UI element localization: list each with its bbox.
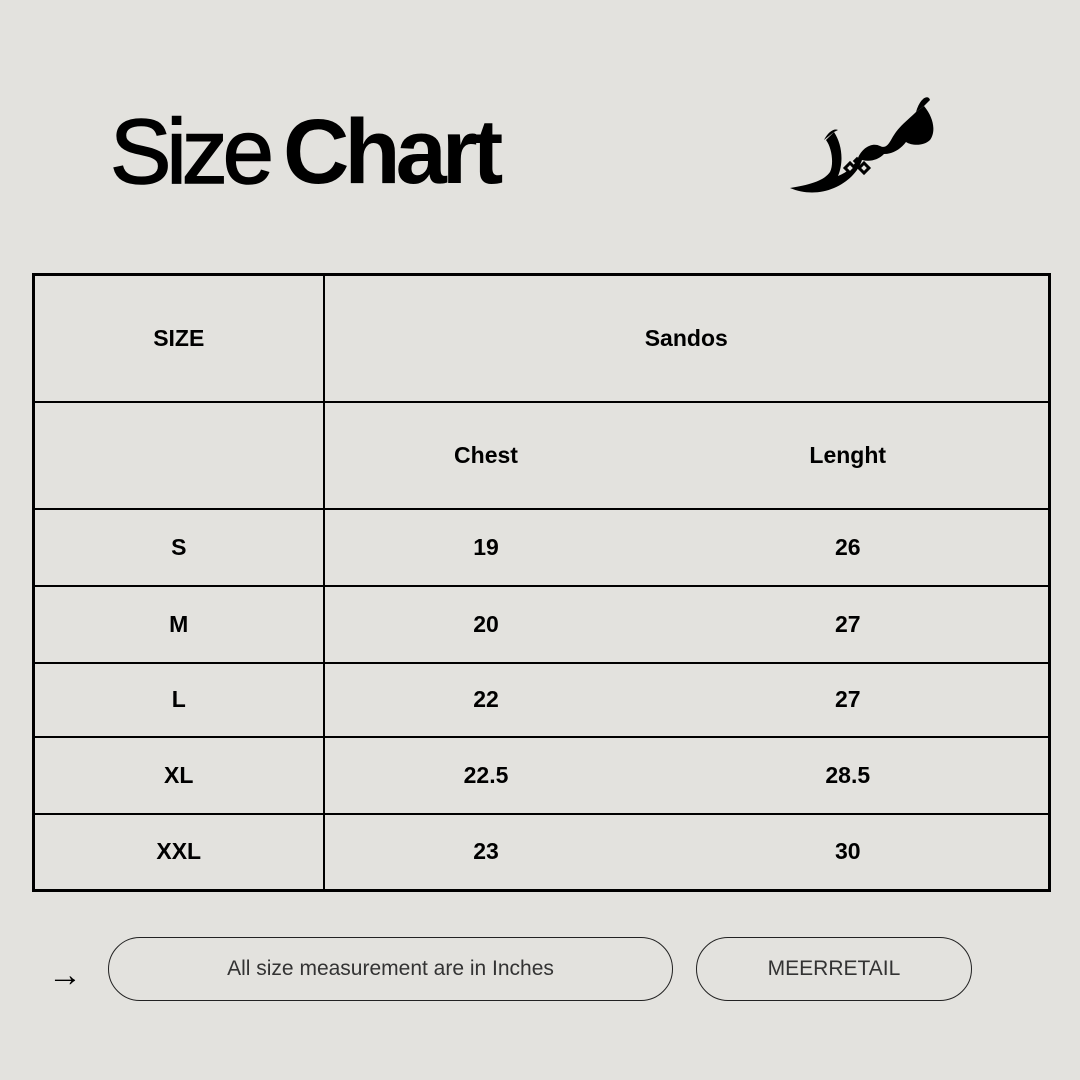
brand-name-badge: MEERRETAIL: [696, 937, 972, 1001]
length-cell: 27: [648, 663, 1050, 737]
table-row: [34, 737, 1050, 814]
size-cell: XL: [34, 737, 324, 814]
arrow-right-icon: →: [48, 956, 82, 994]
length-cell: 30: [648, 814, 1050, 891]
size-cell: XXL: [34, 814, 324, 891]
measurement-note-badge: All size measurement are in Inches: [108, 937, 673, 1001]
chest-cell: 20: [324, 586, 648, 663]
title-size-word: Size: [110, 101, 269, 203]
size-cell: M: [34, 586, 324, 663]
meer-arabic-logo-icon: [784, 88, 944, 198]
table-header-row: [34, 275, 1050, 402]
table-row: [34, 663, 1050, 737]
chest-cell: 23: [324, 814, 648, 891]
empty-header-cell: [34, 402, 324, 509]
table-subheader-row: [34, 402, 1050, 509]
table-row: [34, 509, 1050, 586]
size-chart-table: [32, 273, 1051, 892]
table-row: [34, 586, 1050, 663]
chest-cell: 22: [324, 663, 648, 737]
title-chart-word: Chart: [282, 101, 499, 203]
chest-cell: 22.5: [324, 737, 648, 814]
length-cell: 26: [648, 509, 1050, 586]
chest-cell: 19: [324, 509, 648, 586]
length-cell: 28.5: [648, 737, 1050, 814]
length-cell: 27: [648, 586, 1050, 663]
size-column-header: SIZE: [34, 275, 324, 402]
length-column-header: Lenght: [648, 402, 1050, 509]
size-cell: L: [34, 663, 324, 737]
page-title: [110, 101, 499, 203]
chest-column-header: Chest: [324, 402, 648, 509]
product-group-header: Sandos: [324, 275, 1050, 402]
size-cell: S: [34, 509, 324, 586]
table-row: [34, 814, 1050, 891]
